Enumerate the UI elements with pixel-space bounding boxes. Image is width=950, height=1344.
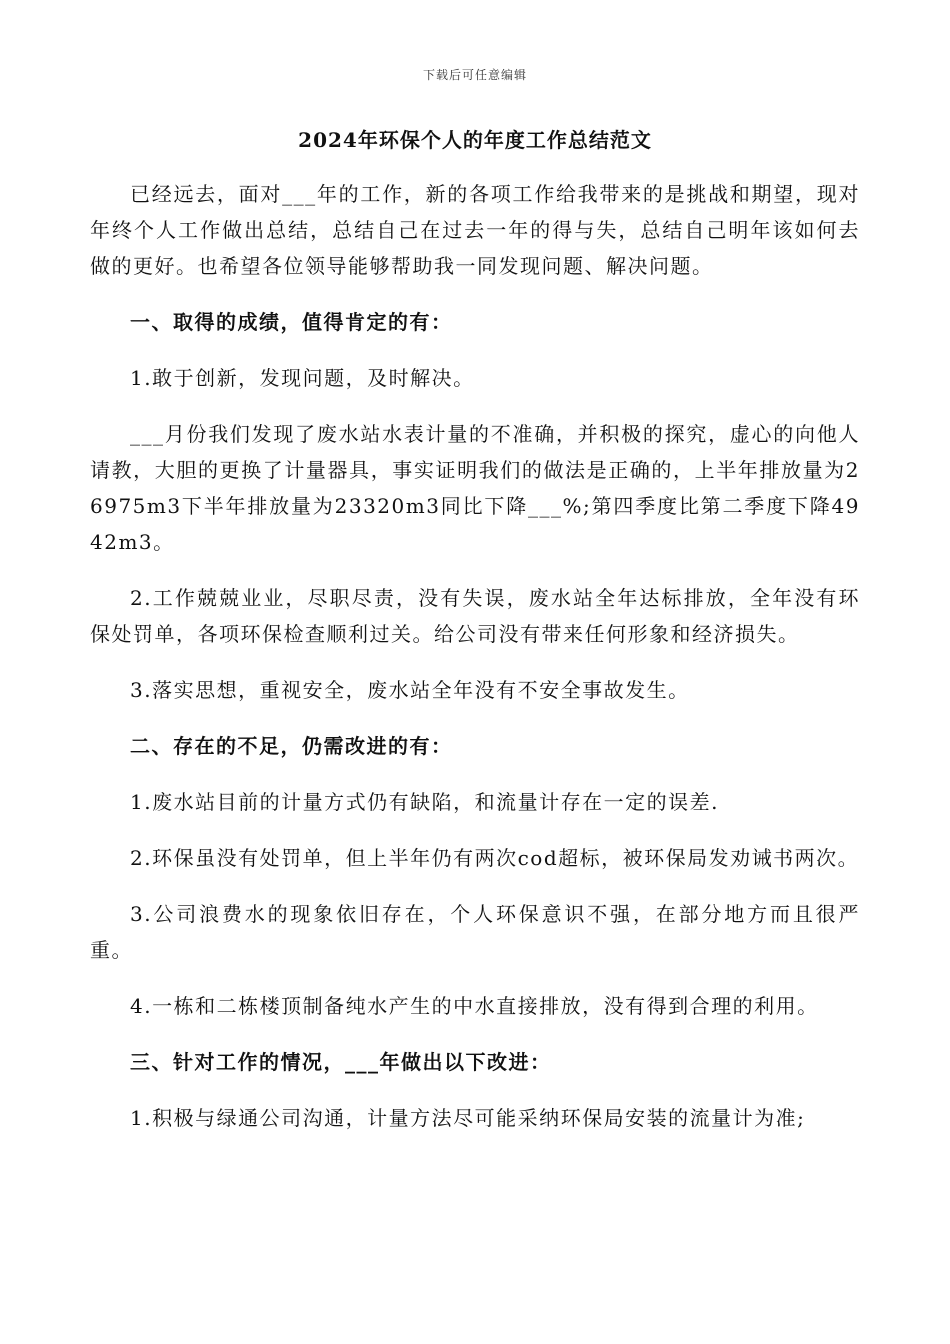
paragraph: 1.积极与绿通公司沟通，计量方法尽可能采纳环保局安装的流量计为准; xyxy=(130,1106,806,1130)
paragraph: 1.废水站目前的计量方式仍有缺陷，和流量计存在一定的误差. xyxy=(130,790,719,814)
paragraph: 1.敢于创新，发现问题，及时解决。 xyxy=(130,366,475,390)
document-title: 2024年环保个人的年度工作总结范文 xyxy=(298,128,652,152)
document-body xyxy=(90,176,860,1156)
paragraph: 3.落实思想，重视安全，废水站全年没有不安全事故发生。 xyxy=(130,678,690,702)
section-heading: 一、取得的成绩，值得肯定的有： xyxy=(130,310,453,334)
section-heading: 三、针对工作的情况，___年做出以下改进： xyxy=(130,1050,552,1074)
paragraph: 3.公司浪费水的现象依旧存在，个人环保意识不强，在部分地方而且很严重。 xyxy=(90,902,860,962)
section-heading: 二、存在的不足，仍需改进的有： xyxy=(130,734,453,758)
paragraph: 2.环保虽没有处罚单，但上半年仍有两次cod超标，被环保局发劝诫书两次。 xyxy=(130,846,860,870)
paragraph: 已经远去，面对___年的工作，新的各项工作给我带来的是挑战和期望，现对年终个人工作做出总结，总结自己在过去一年的得与失，总结自己明年该如何去做的更好。也希望各位领导能够帮助我一同发现问题、解决问题。 xyxy=(90,182,860,278)
paragraph: 4.一栋和二栋楼顶制备纯水产生的中水直接排放，没有得到合理的利用。 xyxy=(130,994,819,1018)
paragraph: 2.工作兢兢业业，尽职尽责，没有失误，废水站全年达标排放，全年没有环保处罚单，各项环保检查顺利过关。给公司没有带来任何形象和经济损失。 xyxy=(90,586,860,646)
header-note: 下载后可任意编辑 xyxy=(422,68,527,82)
paragraph: ___月份我们发现了废水站水表计量的不准确，并积极的探究，虚心的向他人请教，大胆的更换了计量器具，事实证明我们的做法是正确的，上半年排放量为26975m3下半年排放量为23320m3同比下降___%;第四季度比第二季度下降4942m3。 xyxy=(90,422,860,554)
